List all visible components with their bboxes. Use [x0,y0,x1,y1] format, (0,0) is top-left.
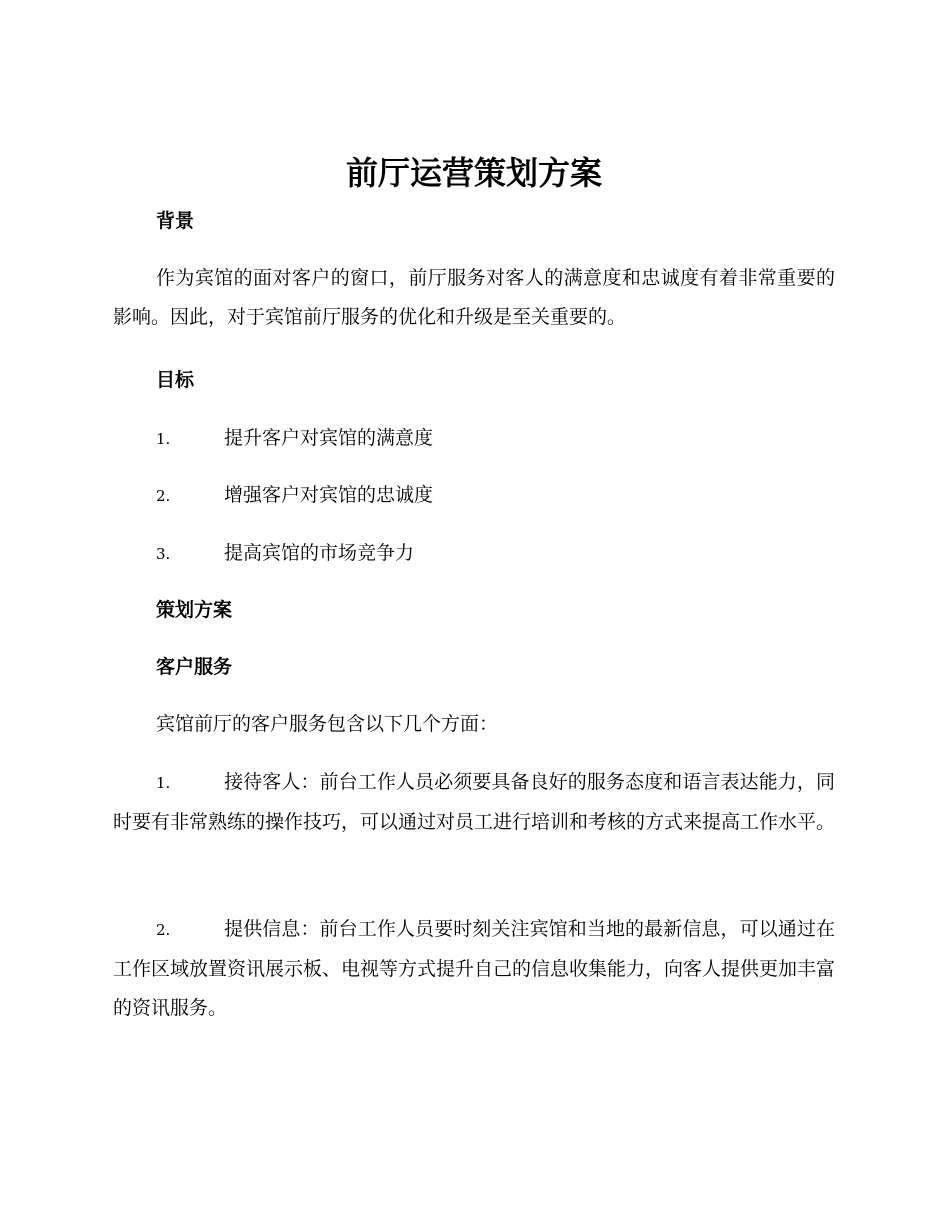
list-number: 1. [156,430,171,448]
list-text: 提高宾馆的市场竞争力 [224,542,415,564]
heading-background: 背景 [156,210,195,232]
service-item-1 [113,763,835,842]
list-text: 接待客人：前台工作人员必须要具备良好的服务态度和语言表达能力，同时要有非常熟练的操作技巧，可以通过对员工进行培训和考核的方式来提高工作水平。 [113,771,836,833]
list-number: 2. [156,921,171,939]
heading-plan: 策划方案 [156,599,233,621]
list-number: 3. [156,545,171,563]
paragraph-customer-service-intro: 宾馆前厅的客户服务包含以下几个方面： [156,713,499,735]
service-item-2 [113,910,835,1028]
goal-item-1 [113,419,835,459]
list-number: 1. [156,774,171,792]
list-text: 提升客户对宾馆的满意度 [224,427,434,449]
document-title: 前厅运营策划方案 [345,154,602,192]
paragraph-background: 作为宾馆的面对客户的窗口，前厅服务对客人的满意度和忠诚度有着非常重要的影响。因此，对于宾馆前厅服务的优化和升级是至关重要的。 [113,267,835,328]
heading-customer-service: 客户服务 [156,656,233,678]
list-number: 2. [156,487,171,505]
list-text: 提供信息：前台工作人员要时刻关注宾馆和当地的最新信息，可以通过在工作区域放置资讯展示板、电视等方式提升自己的信息收集能力，向客人提供更加丰富的资讯服务。 [113,918,836,1019]
goal-item-2 [113,476,835,516]
list-text: 增强客户对宾馆的忠诚度 [224,484,434,506]
goal-item-3 [113,534,835,574]
heading-goals: 目标 [156,369,195,391]
